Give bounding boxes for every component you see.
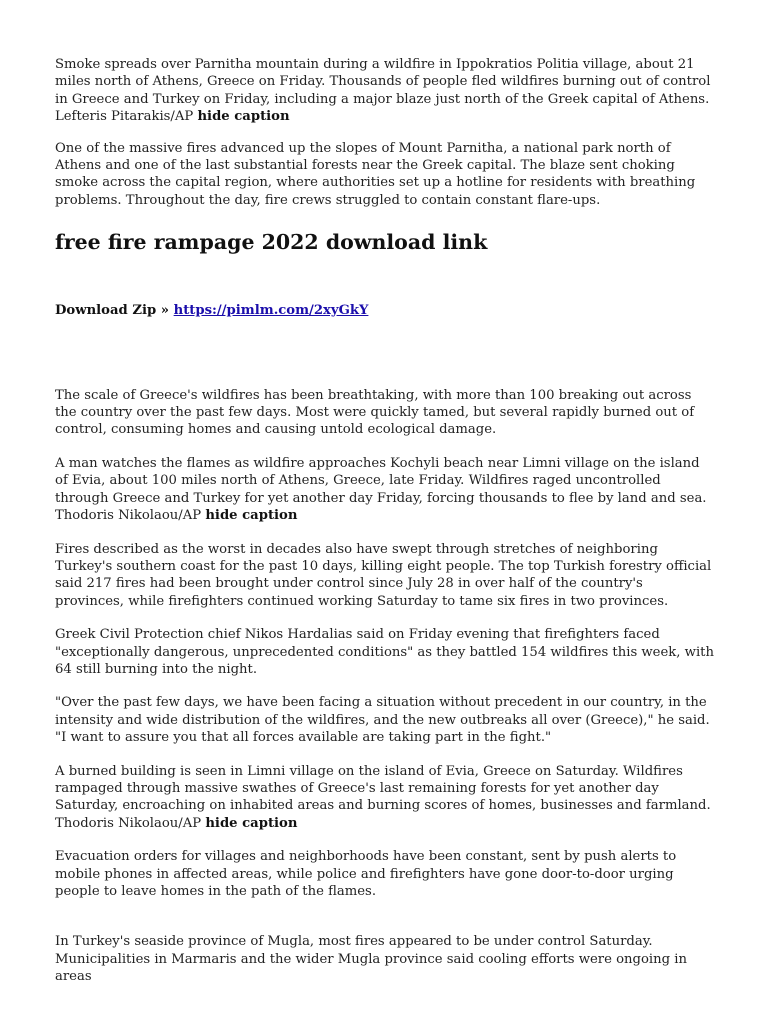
section-heading: free fire rampage 2022 download link <box>55 230 488 255</box>
body-paragraph: Fires described as the worst in decades also have swept through stretches of neighboring Turkey's southern coast for the past 10 days, killing eight people. The top Turkish forestry official said 217 fires had been brought under control since July 28 in over half of the country's provinces, while firefighters continued working Saturday to tame six fires in two provinces. <box>55 541 712 609</box>
body-paragraph: In Turkey's seaside province of Mugla, most fires appeared to be under control Saturday. Municipalities in Marmaris and the wider Mugla province said cooling efforts were ongoing in areas <box>55 934 687 985</box>
caption-text: A burned building is seen in Limni village on the island of Evia, Greece on Saturday. Wildfires rampaged through massive swathes of Greece's last remaining forests for yet another day Saturday, encroaching on inhabited areas and burning scores of homes, businesses and farmland. Thodoris Nikolaou/AP <box>55 763 711 831</box>
hide-caption-toggle[interactable]: hide caption <box>205 815 298 831</box>
body-paragraph: One of the massive fires advanced up the slopes of Mount Parnitha, a national park north of Athens and one of the last substantial forests near the Greek capital. The blaze sent choking smoke across the capital region, where authorities set up a hotline for residents with breathing problems. Throughout the day, fire crews struggled to contain constant flare-ups. <box>55 140 696 208</box>
photo-caption-paragraph <box>55 455 715 525</box>
photo-caption-paragraph <box>55 763 715 833</box>
caption-text: A man watches the flames as wildfire approaches Kochyli beach near Limni village on the island of Evia, about 100 miles north of Athens, Greece, late Friday. Wildfires raged uncontrolled through Greece and Turkey for yet another day Friday, forcing thousands to flee by land and sea. Thodoris Nikolaou/AP <box>55 455 707 524</box>
caption-text: Smoke spreads over Parnitha mountain during a wildfire in Ippokratios Politia village, about 21 miles north of Athens, Greece on Friday. Thousands of people fled wildfires burning out of control in Greece and Turkey on Friday, including a major blaze just north of the Greek capital of Athens. Lefteris Pitarakis/AP <box>55 57 711 125</box>
download-line <box>55 302 715 319</box>
download-label: Download Zip » <box>55 303 170 319</box>
body-paragraph: The scale of Greece's wildfires has been breathtaking, with more than 100 breaking out across the country over the past few days. Most were quickly tamed, but several rapidly burned out of control, consuming homes and causing untold ecological damage. <box>55 387 695 438</box>
body-paragraph: Evacuation orders for villages and neighborhoods have been constant, sent by push alerts to mobile phones in affected areas, while police and firefighters have gone door-to-door urging people to leave homes in the path of the flames. <box>55 849 677 899</box>
hide-caption-toggle[interactable]: hide caption <box>197 109 290 125</box>
photo-caption-paragraph <box>55 56 715 126</box>
document-page <box>55 56 715 986</box>
body-paragraph: Greek Civil Protection chief Nikos Hardalias said on Friday evening that firefighters faced "exceptionally dangerous, unprecedented conditions" as they battled 154 wildfires this week, with 64 still burning into the night. <box>55 627 714 677</box>
hide-caption-toggle[interactable]: hide caption <box>205 508 298 524</box>
quote-paragraph: "Over the past few days, we have been facing a situation without precedent in our country, in the intensity and wide distribution of the wildfires, and the new outbreaks all over (Greece)," he said. "I want to assure you that all forces available are taking part in the fight." <box>55 695 710 746</box>
download-link[interactable]: https://pimlm.com/2xyGkY <box>173 303 369 319</box>
